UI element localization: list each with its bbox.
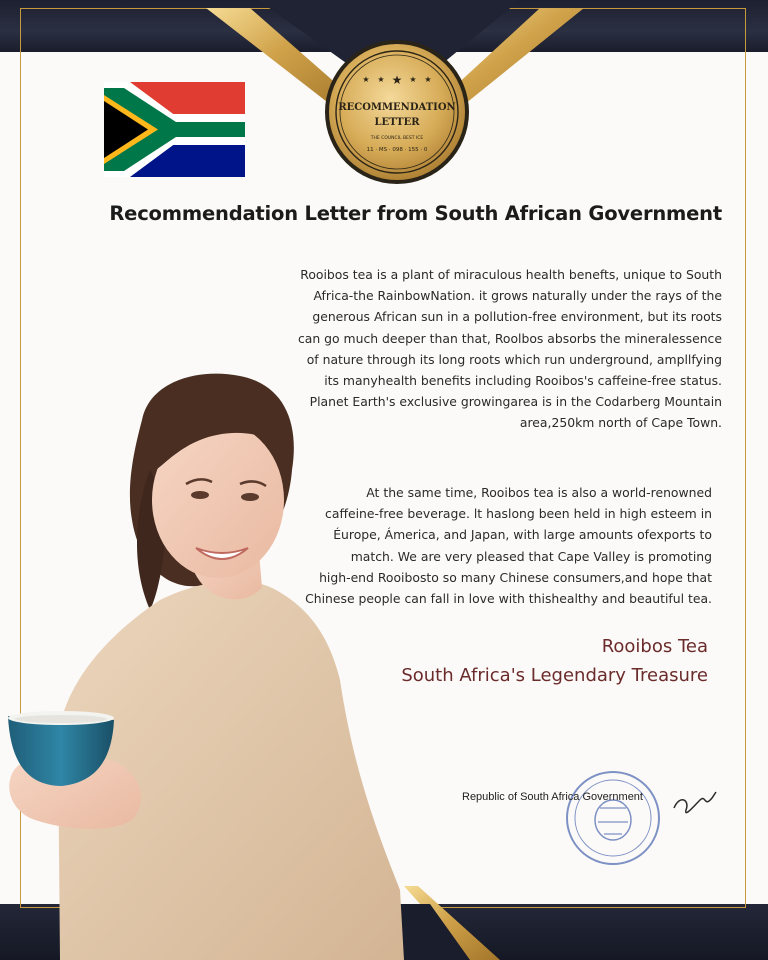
woman-holding-mug-photo — [8, 374, 404, 960]
seal-star-1: ★ — [362, 75, 370, 84]
seal-code: 11 · MS · 098 · 155 · 0 — [366, 147, 428, 153]
letter-heading: Recommendation Letter from South African Government — [109, 202, 722, 225]
seal-star-4: ★ — [409, 75, 417, 84]
paragraph-2: At the same time, Rooibos tea is also a world-renowned caffeine-free beverage. lt haslong been held in high esteem in Éurope, Ámerica, and Japan, with large amounts ofexports to match. We are very pleased that Cape Valley is promoting high-end Rooibosto so many Chinese consumers,and hope that Chinese people can fall in love with thishealthy and beautiful tea. — [305, 485, 712, 607]
mug-inside — [15, 715, 107, 723]
seal-small-text: THE COUNCIL BEST ICE — [370, 136, 424, 141]
government-signature-label: Republic of South Africa Government — [462, 791, 643, 803]
seal-star-5: ★ — [424, 75, 432, 84]
recommendation-seal — [325, 40, 469, 184]
seal-text-line2: LETTER — [374, 117, 420, 128]
eye-left — [191, 491, 209, 499]
tagline-line-1: Rooibos Tea — [601, 636, 708, 657]
south-africa-flag — [104, 82, 245, 177]
seal-star-3: ★ — [391, 73, 403, 87]
seal-text-line1: RECOMMENDATION — [338, 102, 456, 113]
paragraph-1: Rooibos tea is a plant of miraculous health benefts, unique to South Africa-the RainbowNation. it grows naturally under the rays of the generous African sun in a pollution-free environment, but its roots can go much deeper than that, Roolbos absorbs the mineralessence of nature through its long roots which run underground, ampllfying its manyhealth benefits including Rooibos's caffeine-free status. Planet Earth's exclusive growingarea is in the Codarberg Mountain area,250km north of Cape Town. — [297, 267, 722, 431]
signature — [674, 792, 716, 813]
seal-star-2: ★ — [377, 75, 385, 84]
tagline-line-2: South Africa's Legendary Treasure — [401, 665, 708, 686]
eye-right — [241, 493, 259, 501]
official-stamp — [567, 772, 659, 864]
